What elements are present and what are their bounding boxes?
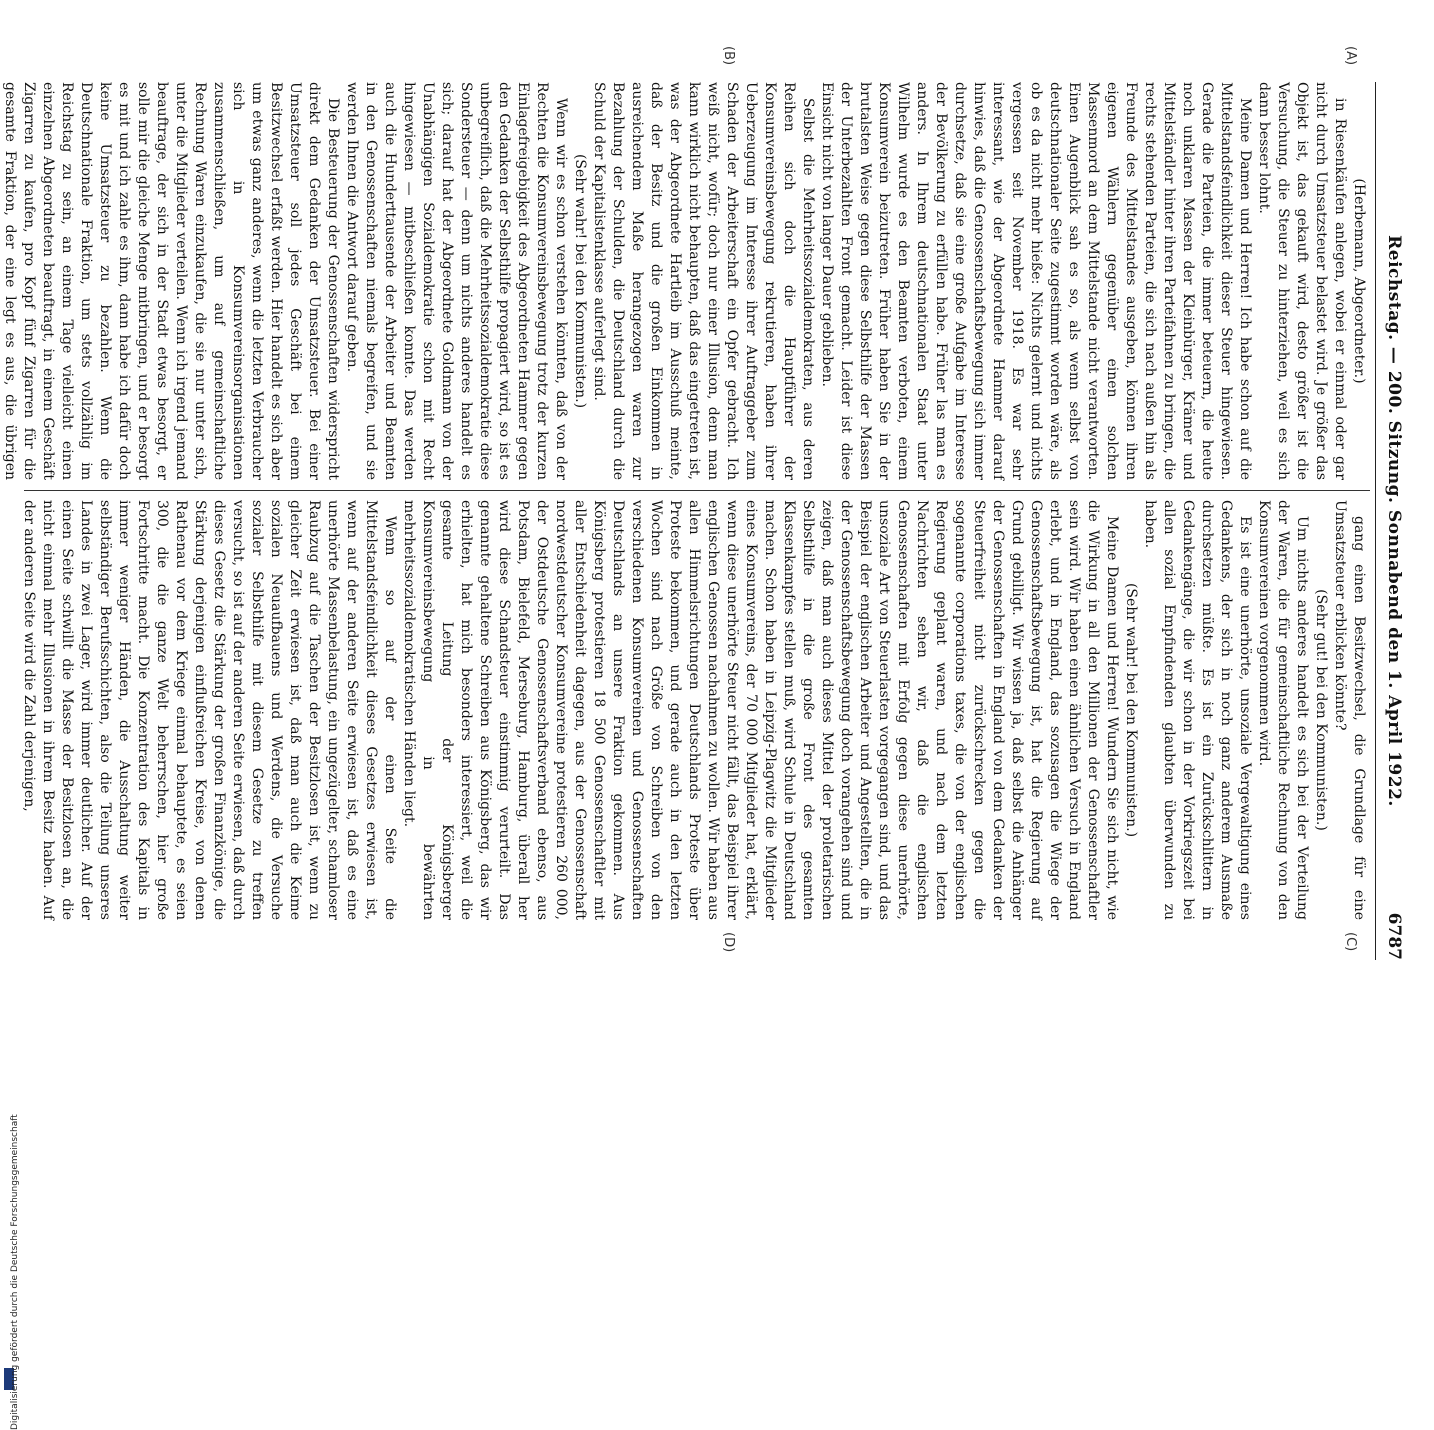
- left-column: [2, 82, 1368, 480]
- digitization-note: Digitalisierung gefördert durch die Deutsche Forschungsgemeinschaft: [10, 1114, 20, 1430]
- interjection: (Sehr gut! bei den Kommunisten.): [1313, 589, 1329, 831]
- paragraph: Meine Damen und Herren! Ich habe schon auf die Mittelstandsfeindlichkeit dieser Steuer hingewiesen. Gerade die Parteien, die immer beteuern, die heute noch unklaren Massen der Kleinbürger, Krämer und Mittelständler hinter ihren Parteifahnen zu bringen, die rechts stehenden Parteien, die sich nach außen hin als Freunde des Mittelstandes ausgeben, können ihren eigenen Wählern gegenüber einen solchen Massenmord an dem Mittelstande nicht verantworten. Einen Augenblick sah es so, als wenn selbst von deutschnationaler Seite zugestimmt worden wäre, als ob es da nicht mehr hieße: Nichts gelernt und nichts vergessen seit November 1918. Es war sehr interessant, wie der Abgeordnete Hammer darauf hinwies, daß die Genossenschaftsbewegung sich immer durchsetze, daß sie eine große Aufgabe im Interesse der Bevölkerung zu erfüllen habe. Früher las man es anders. In Ihrem deutschnationalen Staat unter Wilhelm wurde es den Beamten verboten, einem Konsumverein beizutreten. Früher haben Sie in der brutalsten Weise gegen diese Selbsthilfe der Massen der Unterbezahlten Front gemacht. Leider ist diese Einsicht nicht von langer Dauer geblieben.: [819, 82, 1253, 480]
- paragraph: gang einen Besitzwechsel, die Grundlage für eine Umsatzsteuer erblicken könnte?: [1332, 500, 1367, 920]
- page-header: [1380, 82, 1404, 960]
- paragraph: Um nichts anderes handelt es sich bei der Verteilung der Waren, die für gemeinschaftliche Rechnung von den Konsumvereinen vorgenommen wird.: [1256, 500, 1310, 920]
- paragraph: Es ist eine unerhörte, unsoziale Vergewaltigung eines Gedankens, der sich in noch ganz anderem Ausmaße durchsetzen müßte. Es ist ein Zurückschlittern in Gedankengänge, die wir schon in der Vorkriegszeit bei allen sozial Empfindenden glaubten überwunden zu haben.: [1142, 500, 1253, 920]
- interjection: (Herbemann, Abgeordneter.): [1351, 178, 1367, 384]
- page-number: 6787: [1384, 912, 1404, 960]
- margin-marker-c: (C): [1343, 932, 1358, 952]
- interjection: (Sehr wahr! bei den Kommunisten.): [1123, 582, 1139, 838]
- paragraph: Die Besteuerung der Genossenschaften widerspricht direkt dem Gedanken der Umsatzsteuer. Bei einer Umsatzsteuer soll jedes Geschäft bei einem Besitzwechsel erfaßt werden. Hier handelt es sich aber um etwas ganz anderes, wenn die letzten Verbraucher sich in Konsumvereinsorganisationen zusammenschließen, um auf gemeinschaftliche Rechnung Waren einzukaufen, die sie nur unter sich, unter die Mitglieder verteilen. Wenn ich irgend jemand beauftrage, der sich in der Stadt etwas besorgt, er solle mir die gleiche Menge mitbringen, und er besorgt es mit und ich zahle es ihm, dann habe ich dafür doch keine Umsatzsteuer zu bezahlen. Wenn die Deutschnationale Fraktion, um stets vollzählig im Reichstag zu sein, an einem Tage vielleicht einen einzelnen Abgeordneten beauftragt, in einem Geschäft Zigarren zu kaufen, pro Kopf fünf Zigarren für die gesamte Fraktion, der eine legt es aus, die übrigen: [2, 82, 341, 480]
- paragraph: Wenn wir es schon verstehen könnten, daß von der Rechten die Konsumvereinsbewegung trotz der kurzen Einlagefreigebigkeit des Abgeordneten Hammer gegen den Gedanken der Selbsthilfe propagiert wird, so ist es unbegreiflich, daß die Mehrheitssozialdemokratie diese Sondersteuer — denn um nichts anderes handelt es sich; darauf hat der Abgeordnete Goldmann von der Unabhängigen Sozialdemokratie schon mit Recht hingewiesen — mitbeschließen konnte. Das werden auch die Hunderttausende der Arbeiter und Beamten in den Genossenschaften niemals begreifen, und sie werden Ihnen die Antwort darauf geben.: [344, 82, 569, 480]
- right-column: [21, 500, 1368, 920]
- column-divider: [24, 490, 1370, 491]
- header-rule: [1375, 82, 1376, 960]
- paragraph: Meine Damen und Herren! Wundern Sie sich nicht, wie die Wirkung in all den Millionen der Genossenschaftler sein wird. Wir haben einen ähnlichen Versuch in England erlebt, und in England, das sozusagen die Wiege der Genossenschaftsbewegung ist, hat die Regierung auf Grund gebilligt. Wir wissen ja, daß selbst die Anhänger der Genossenschaften in England von dem Gedanken der Steuerfreiheit nicht zurückschrecken gegen die sogenannte corporations taxes, die von der englischen Regierung geplant waren, und nach dem letzten Nachrichten sehen wir, daß die englischen Genossenschaften mit Erfolg gegen diese unerhörte, unsoziale Art von Steuerlasten vorgegangen sind, und das Beispiel der englischen Arbeiter und Angestellten, die in der Genossenschaftsbewegung doch vorangehen sind und zeigen, daß man auch dieses Mittel der proletarischen Selbsthilfe in die große Front des gesamten Klassenkampfes stellen muß, wird Schule in Deutschland machen. Schon haben in Leipzig-Plagwitz die Mitglieder eines Konsumvereins, der 70 000 Mitglieder hat, erklärt, wenn diese unerhörte Steuer nicht fällt, das Beispiel ihrer englischen Genossen nachahmen zu wollen. Wir haben aus allen Himmelsrichtungen Deutschlands Proteste über Proteste bekommen, und gerade auch in den letzten Wochen sind nach Größe von Schreiben von den verschiedenen Konsumvereinen und Genossenschaften Deutschlands an unsere Fraktion gekommen. Aus Königsberg protestieren 18 500 Genossenschaftler mit aller Entschiedenheit dagegen, aus der Genossenschaft nordwestdeutscher Konsumvereine protestieren 260 000, der Ostdeutsche Genossenschaftsverband ebenso, aus Potsdam, Bielefeld, Merseburg, Hamburg, überall her wird diese Schandsteuer einstimmig verurteilt. Das genannte gehaltene Schreiben aus Königsberg, das wir erhielten, hat mich besonders interessiert, weil die gesamte Leitung der Königsberger Konsumvereinsbewegung in bewährten mehrheitssozialdemokratischen Händen liegt.: [401, 500, 1120, 920]
- paragraph: Selbst die Mehrheitssozialdemokraten, aus deren Reihen sich doch die Hauptführer der Konsumvereinsbewegung rekrutieren, haben ihrer Ueberzeugung im Interesse ihrer Auftraggeber zum Schaden der Arbeiterschaft ein Opfer gebracht. Ich weiß nicht, wofür; doch nur einer Illusion, denn man kann wirklich nicht behaupten, daß das eingetreten ist, was der Abgeordnete Hartleib im Ausschuß meinte, daß der Besitz und die großen Einkommen in ausreichendem Maße herangezogen waren zur Bezahlung der Schulden, die Deutschland durch die Schuld der Kapitalistenklasse auferlegt sind.: [591, 82, 816, 480]
- margin-marker-a: (A): [1343, 46, 1358, 66]
- paragraph: Wenn so auf der einen Seite die Mittelstandsfeindlichkeit dieses Gesetzes erwiesen ist, wenn auf der anderen Seite erwiesen ist, daß es eine unerhörte Massenbelastung, ein ungezügelter, schamloser Raubzug auf die Taschen der Besitzlosen ist, wenn zu gleicher Zeit erwiesen ist, daß man auch die Keime sozialen Neuaufbauens und Werdens, die Versuche sozialer Selbsthilfe mit diesem Gesetze zu treffen versucht, so ist auf der anderen Seite erwiesen, daß durch dieses Gesetz die Stärkung der großen Finanzkönige, die Stärkung derjenigen einflußreichen Kreise, von denen Rathenau vor dem Kriege einmal behauptete, es seien 300, die die ganze Welt beherrschen, hier große Fortschritte macht. Die Konzentration des Kapitals in immer weniger Händen, die Ausschaltung weiter selbständiger Berufsschichten, also die Teilung unseres Landes in zwei Lager, wird immer deutlicher. Auf der einen Seite schwillt die Masse der Besitzlosen an, die nicht einmal mehr Illusionen in ihrem Besitz haben. Auf der anderen Seite wird die Zahl derjenigen,: [21, 500, 398, 920]
- paragraph: in Riesenkäufen anlegen, wobei er einmal oder gar nicht durch Umsatzsteuer belastet wird. Je größer das Objekt ist, das gekauft wird, desto größer ist die Versuchung, die Steuer zu hinterziehen, weil es sich dann besser lohnt.: [1256, 82, 1348, 480]
- header-title: Reichstag. — 200. Sitzung. Sonnabend den 1. April 1922.: [1384, 235, 1404, 807]
- interjection: (Sehr wahr! bei den Kommunisten.): [572, 153, 588, 409]
- margin-marker-b: (B): [721, 46, 736, 66]
- margin-marker-d: (D): [721, 932, 736, 953]
